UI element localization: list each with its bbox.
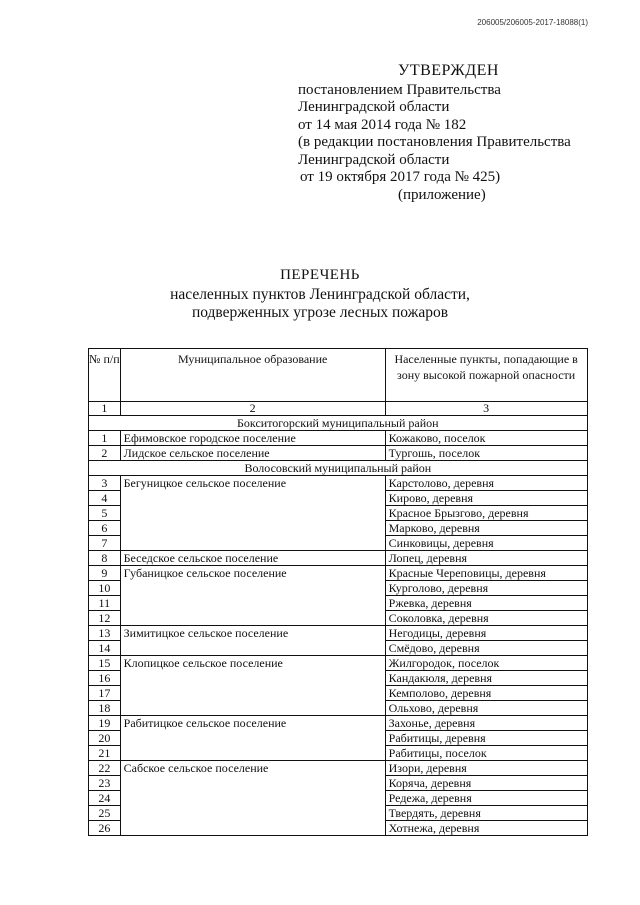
settlements-table (88, 348, 588, 836)
document-number: 206005/206005-2017-18088(1) (477, 18, 588, 27)
table-row (89, 761, 588, 776)
settlement-cell: Захонье, деревня (385, 716, 587, 731)
row-number: 17 (89, 686, 121, 701)
settlement-cell: Жилгородок, поселок (385, 656, 587, 671)
table-row (89, 431, 588, 446)
approval-line: (в редакции постановления Правительства (298, 134, 571, 150)
approval-line: постановлением Правительства (298, 81, 501, 98)
district-name: Бокситогорский муниципальный район (89, 416, 588, 431)
approval-line: от 19 октября 2017 года № 425) (300, 169, 501, 185)
row-number: 5 (89, 506, 121, 521)
settlement-cell: Негодицы, деревня (385, 626, 587, 641)
row-number: 11 (89, 596, 121, 611)
table-header-row (89, 349, 588, 402)
municipality-cell: Беседское сельское поселение (120, 551, 385, 566)
settlement-cell: Рабитицы, деревня (385, 731, 587, 746)
column-number-row (89, 402, 588, 416)
row-number: 26 (89, 821, 121, 836)
settlement-cell: Коряча, деревня (385, 776, 587, 791)
column-number: 1 (89, 402, 121, 416)
row-number: 3 (89, 476, 121, 491)
header-settlements: Населенные пункты, попадающие в зону высокой пожарной опасности (385, 349, 587, 402)
row-number: 24 (89, 791, 121, 806)
header-municipality: Муниципальное образование (120, 349, 385, 402)
row-number: 22 (89, 761, 121, 776)
district-name: Волосовский муниципальный район (89, 461, 588, 476)
row-number: 7 (89, 536, 121, 551)
table-row (89, 476, 588, 491)
column-number: 3 (385, 402, 587, 416)
row-number: 19 (89, 716, 121, 731)
approval-block (298, 62, 598, 204)
settlement-cell: Ржевка, деревня (385, 596, 587, 611)
settlement-cell: Тургошь, поселок (385, 446, 587, 461)
row-number: 16 (89, 671, 121, 686)
row-number: 21 (89, 746, 121, 761)
settlement-cell: Красные Череповицы, деревня (385, 566, 587, 581)
municipality-cell: Ефимовское городское поселение (120, 431, 385, 446)
municipality-cell: Зимитицкое сельское поселение (120, 626, 385, 656)
settlement-cell: Хотнежа, деревня (385, 821, 587, 836)
row-number: 10 (89, 581, 121, 596)
approval-heading: УТВЕРЖДЕН (398, 62, 499, 79)
settlement-cell: Редежа, деревня (385, 791, 587, 806)
row-number: 12 (89, 611, 121, 626)
row-number: 4 (89, 491, 121, 506)
municipality-cell: Бегуницкое сельское поселение (120, 476, 385, 551)
settlement-cell: Курголово, деревня (385, 581, 587, 596)
settlement-cell: Смёдово, деревня (385, 641, 587, 656)
table-row (89, 716, 588, 731)
settlement-cell: Соколовка, деревня (385, 611, 587, 626)
settlement-cell: Кирово, деревня (385, 491, 587, 506)
table-row (89, 446, 588, 461)
settlement-cell: Изори, деревня (385, 761, 587, 776)
row-number: 1 (89, 431, 121, 446)
header-number: № п/п (89, 349, 121, 402)
row-number: 9 (89, 566, 121, 581)
settlement-cell: Лопец, деревня (385, 551, 587, 566)
approval-line: (приложение) (398, 186, 486, 203)
row-number: 18 (89, 701, 121, 716)
district-row (89, 461, 588, 476)
title-subline: подверженных угрозе лесных пожаров (191, 304, 449, 321)
municipality-cell: Лидское сельское поселение (120, 446, 385, 461)
municipality-cell: Рабитицкое сельское поселение (120, 716, 385, 761)
row-number: 14 (89, 641, 121, 656)
settlement-cell: Кожаково, поселок (385, 431, 587, 446)
settlement-cell: Марково, деревня (385, 521, 587, 536)
municipality-cell: Клопицкое сельское поселение (120, 656, 385, 716)
table-row (89, 656, 588, 671)
document-title (0, 266, 640, 322)
row-number: 6 (89, 521, 121, 536)
table-row (89, 551, 588, 566)
approval-line: от 14 мая 2014 года № 182 (298, 116, 467, 133)
title-subline: населенных пунктов Ленинградской области, (170, 286, 470, 303)
table-row (89, 566, 588, 581)
settlement-cell: Рабитицы, поселок (385, 746, 587, 761)
row-number: 25 (89, 806, 121, 821)
settlement-cell: Карстолово, деревня (385, 476, 587, 491)
table-body (89, 349, 588, 836)
settlement-cell: Красное Брызгово, деревня (385, 506, 587, 521)
municipality-cell: Сабское сельское поселение (120, 761, 385, 836)
settlement-cell: Кемполово, деревня (385, 686, 587, 701)
row-number: 23 (89, 776, 121, 791)
title-heading: ПЕРЕЧЕНЬ (280, 267, 360, 283)
municipality-cell: Губаницкое сельское поселение (120, 566, 385, 626)
approval-line: Ленинградской области (298, 99, 450, 115)
settlement-cell: Синковицы, деревня (385, 536, 587, 551)
settlement-cell: Кандакюля, деревня (385, 671, 587, 686)
row-number: 13 (89, 626, 121, 641)
settlement-cell: Ольхово, деревня (385, 701, 587, 716)
table-row (89, 626, 588, 641)
row-number: 20 (89, 731, 121, 746)
district-row (89, 416, 588, 431)
approval-line: Ленинградской области (298, 151, 450, 168)
row-number: 2 (89, 446, 121, 461)
column-number: 2 (120, 402, 385, 416)
settlement-cell: Твердять, деревня (385, 806, 587, 821)
row-number: 8 (89, 551, 121, 566)
row-number: 15 (89, 656, 121, 671)
